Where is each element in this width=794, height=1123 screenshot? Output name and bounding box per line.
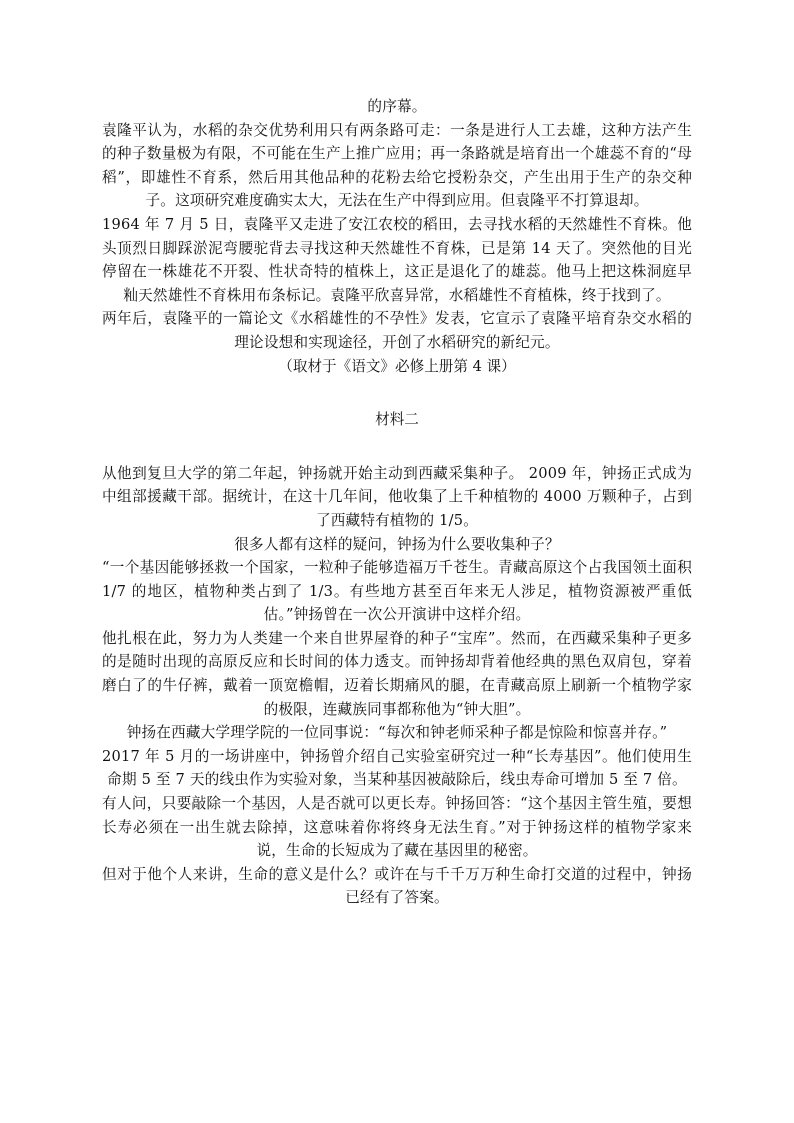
paragraph-collecting-seeds: 从他到复旦大学的第二年起，钟扬就开始主动到西藏采集种子。 2009 年，钟扬正式成为中组部援藏干部。据统计，在这十几年间，他收集了上千种植物的 4000 万颗种子，占到了西藏特有植物的 1/5。 — [102, 464, 692, 529]
source-citation: （取材于《语文》必修上册第 4 课） — [278, 357, 516, 375]
paragraph-speech-quote: “一个基因能够拯救一个国家，一粒种子能够造福万千苍生。青藏高原这个占我国领土面积 1/7 的地区，植物种类占到了 1/3。有些地方甚至百年来无人涉足，植物资源被严重低估。”钟扬曾在一次公开演讲中这样介绍。 — [102, 559, 692, 624]
section-heading-material-two: 材料二 — [375, 411, 419, 429]
paragraph-longevity-gene: 2017 年 5 月的一场讲座中，钟扬曾介绍自己实验室研究过一种“长寿基因”。他们使用生命期 5 至 7 天的线虫作为实验对象，当某种基因被敲除后，线虫寿命可增加 5 至 7 倍。 — [102, 747, 692, 789]
spacer — [102, 378, 692, 408]
paragraph-meaning-of-life: 但对于他个人来讲，生命的意义是什么？或许在与千千万万种生命打交道的过程中，钟扬已经有了答案。 — [102, 865, 692, 907]
paragraph-paper-published: 两年后，袁隆平的一篇论文《水稻雄性的不孕性》发表，它宣示了袁隆平培育杂交水稻的理论设想和实现途径，开创了水稻研究的新纪元。 — [102, 310, 692, 351]
paragraph-question: 很多人都有这样的疑问，钟扬为什么要收集种子？ — [234, 535, 560, 553]
paragraph-colleague-quote: 钟扬在西藏大学理学院的一位同事说：“每次和钟老师采种子都是惊险和惊喜并存。” — [126, 724, 668, 742]
paragraph-hybrid-paths: 袁隆平认为，水稻的杂交优势利用只有两条路可走：一条是进行人工去雄，这种方法产生的种子数量极为有限，不可能在生产上推广应用；再一条路就是培育出一个雄蕊不育的“母稻”，即雄性不育系，然后用其他品种的花粉去给它授粉杂交，产生出用于生产的杂交种子。这项研究难度确实太大，无法在生产中得到应用。但袁隆平不打算退却。 — [102, 121, 692, 210]
document-body — [102, 95, 692, 910]
spacer — [102, 432, 692, 462]
paragraph-gene-answer: 有人问，只要敲除一个基因，人是否就可以更长寿。钟扬回答：“这个基因主管生殖，要想长寿必须在一出生就去除掉，这意味着你将终身无法生育。”对于钟扬这样的植物学家来说，生命的长短成为了藏在基因里的秘密。 — [102, 795, 692, 860]
paragraph-preface-end: 的序幕。 — [367, 98, 427, 115]
paragraph-1964-discovery: 1964 年 7 月 5 日，袁隆平又走进了安江农校的稻田，去寻找水稻的天然雄性不育株。他头顶烈日脚踩淤泥弯腰驼背去寻找这种天然雄性不育株，已是第 14 天了。突然他的目光停留在一株雄花不开裂、性状奇特的植株上，这正是退化了的雄蕊。他马上把这株洞庭早籼天然雄性不育株用布条标记。袁隆平欣喜异常，水稻雄性不育植株，终于找到了。 — [102, 215, 692, 304]
paragraph-seed-bank: 他扎根在此，努力为人类建一个来自世界屋脊的种子“宝库”。然而，在西藏采集种子更多的是随时出现的高原反应和长时间的体力透支。而钟扬却背着他经典的黑色双肩包，穿着磨白了的牛仔裤，戴着一顶宽檐帽，迈着长期痛风的腿，在青藏高原上刷新一个植物学家的极限，连藏族同事都称他为“钟大胆”。 — [102, 629, 692, 718]
